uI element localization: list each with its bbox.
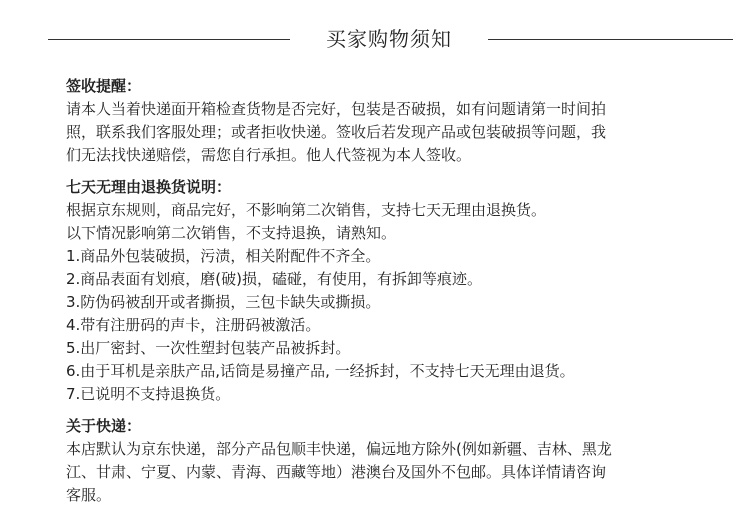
title-divider-right <box>488 39 733 40</box>
returns-rule-item: 6.由于耳机是亲肤产品,话筒是易撞产品, 一经拆封，不支持七天无理由退货。 <box>66 362 575 380</box>
signing-section <box>66 74 726 167</box>
returns-heading: 七天无理由退换货说明： <box>66 178 232 196</box>
returns-section <box>66 175 726 406</box>
returns-rule-item: 1.商品外包装破损，污渍，相关附配件不齐全。 <box>66 247 381 265</box>
title-row <box>0 22 750 56</box>
signing-line: 照，联系我们客服处理；或者拒收快递。签收后若发现产品或包装破损等问题，我 <box>66 123 607 141</box>
returns-body <box>66 199 726 406</box>
returns-line: 根据京东规则，商品完好，不影响第二次销售，支持七天无理由退换货。 <box>66 201 547 219</box>
returns-line: 以下情况影响第二次销售，不支持退换，请熟知。 <box>66 224 397 242</box>
delivery-line: 客服。 <box>66 486 112 504</box>
delivery-line: 本店默认为京东快递，部分产品包顺丰快递，偏远地方除外(例如新疆、吉林、黑龙 <box>66 440 612 458</box>
returns-rule-item: 7.已说明不支持退换货。 <box>66 385 231 403</box>
returns-rule-item: 3.防伪码被刮开或者撕损，三包卡缺失或撕损。 <box>66 293 381 311</box>
returns-rule-item: 2.商品表面有划痕，磨(破)损，磕碰，有使用，有拆卸等痕迹。 <box>66 270 483 288</box>
delivery-body <box>66 438 726 507</box>
signing-line: 们无法找快递赔偿，需您自行承担。他人代签视为本人签收。 <box>66 146 472 164</box>
delivery-line: 江、甘肃、宁夏、内蒙、青海、西藏等地）港澳台及国外不包邮。具体详情请咨询 <box>66 463 607 481</box>
delivery-section <box>66 414 726 507</box>
signing-heading: 签收提醒： <box>66 77 142 95</box>
notice-content <box>66 74 726 507</box>
page-title: 买家购物须知 <box>326 27 452 51</box>
delivery-heading: 关于快递： <box>66 417 142 435</box>
signing-body <box>66 98 726 167</box>
title-divider-left <box>48 39 290 40</box>
returns-rule-item: 4.带有注册码的声卡，注册码被激活。 <box>66 316 321 334</box>
signing-line: 请本人当着快递面开箱检查货物是否完好，包装是否破损，如有问题请第一时间拍 <box>66 100 607 118</box>
returns-rule-item: 5.出厂密封、一次性塑封包装产品被拆封。 <box>66 339 351 357</box>
